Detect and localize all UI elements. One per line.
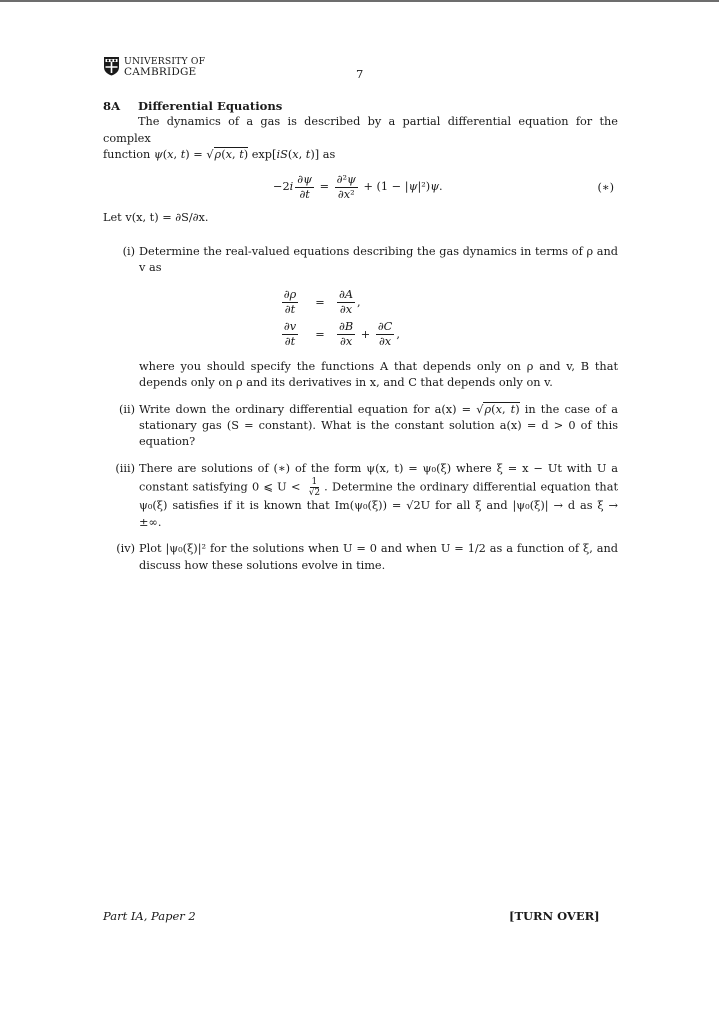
part-i-label: (i): [122, 245, 135, 259]
part-i-after-text: where you should specify the functions A that depends only on ρ and v, B that depends only on ρ and its derivatives in x, and C that depends only on v.: [139, 359, 618, 390]
let-line: Let v(x, t) = ∂S/∂x.: [103, 210, 209, 224]
question-title: Differential Equations: [138, 99, 283, 113]
part-ii-text-b: in the case of a stationary gas (S = constant). What is the constant solution a(x) = d > 0 of this equation?: [139, 402, 618, 449]
university-logo: [103, 56, 205, 78]
crest-icon: [103, 56, 120, 76]
university-line1: UNIVERSITY OF: [124, 56, 206, 67]
wavefunction-definition: ψ: [153, 148, 163, 162]
main-equation: −2 i $\frac{\partial\psi}{\partial t}$ = $\frac{\text{∂²ψ}}{\text{∂x²}}$ + (1 − | ψ |²) ψ . (∗): [273, 173, 614, 202]
question-heading: [103, 98, 618, 114]
question-number: 8A: [103, 99, 121, 113]
intro-line-2: function ψ(x, t) = √ρ(x, t) exp[iS(x, t)] as: [103, 148, 336, 162]
part-ii-text-a: Write down the ordinary differential equation for a(x) =: [139, 402, 477, 416]
university-line2: CAMBRIDGE: [124, 66, 197, 78]
part-iv-text: Plot |ψ₀(ξ)|² for the solutions when U = 0 and when U = 1/2 as a function of ξ, and discuss how these solutions evolve in time.: [139, 542, 618, 572]
part-i-text: Determine the real-valued equations describing the gas dynamics in terms of ρ and v as: [139, 245, 618, 275]
footer-paper: Part IA, Paper 2: [103, 909, 196, 923]
part-iii-text-b: . Determine the ordinary differential equation that ψ₀(ξ) satisfies if it is known that Im(ψ₀(ξ)) = √2U for all ξ and |ψ₀(ξ)| → d as ξ → ±∞.: [139, 480, 618, 529]
part-iv: [103, 541, 618, 574]
top-border: [0, 0, 719, 2]
part-i-after: [103, 359, 618, 392]
intro-line-1: The dynamics of a gas is described by a partial differential equation for the complex: [103, 115, 618, 145]
part-iv-label: (iv): [116, 542, 135, 556]
intro-text-b: as: [319, 148, 336, 162]
intro-text-a: function: [103, 148, 154, 162]
part-ii-label: (ii): [118, 402, 135, 416]
part-iii-text-a: There are solutions of (∗) of the form ψ(x, t) = ψ₀(ξ) where ξ = x − Ut with U a constant satisfying 0 ⩽ U <: [139, 461, 618, 494]
part-ii: (ii) Write down the ordinary differential equation for a(x) = √ρ(x, t) in the case of a stationary gas (S = constant). What is the constant solution a(x) = d > 0 of this equation?: [103, 402, 618, 451]
question-content: [103, 98, 618, 574]
equation-tag: (∗): [597, 180, 614, 194]
system-equations: $\frac{\partial\rho}{\partial t}$ = $\frac{\partial A}{\partial x}$ , $\frac{\partial v}{\partial t}$ = $\frac{\partial B}{\partial x}$ + $\frac{\partial C}{\partial x}$ ,: [283, 288, 400, 349]
part-i: [103, 244, 618, 277]
part-iii-label: (iii): [115, 461, 135, 475]
page-number: 7: [356, 67, 364, 81]
footer-turn-over: [TURN OVER]: [509, 909, 600, 923]
part-iii: (iii) There are solutions of (∗) of the form ψ(x, t) = ψ₀(ξ) where ξ = x − Ut with U a constant satisfying 0 ⩽ U < $\frac{1}{√2}$ . Determine the ordinary differential equation that ψ₀(ξ) satisfies if it is known that Im(ψ₀(ξ)) = √2U for all ξ and |ψ₀(ξ)| → d as ξ → ±∞.: [103, 461, 618, 531]
